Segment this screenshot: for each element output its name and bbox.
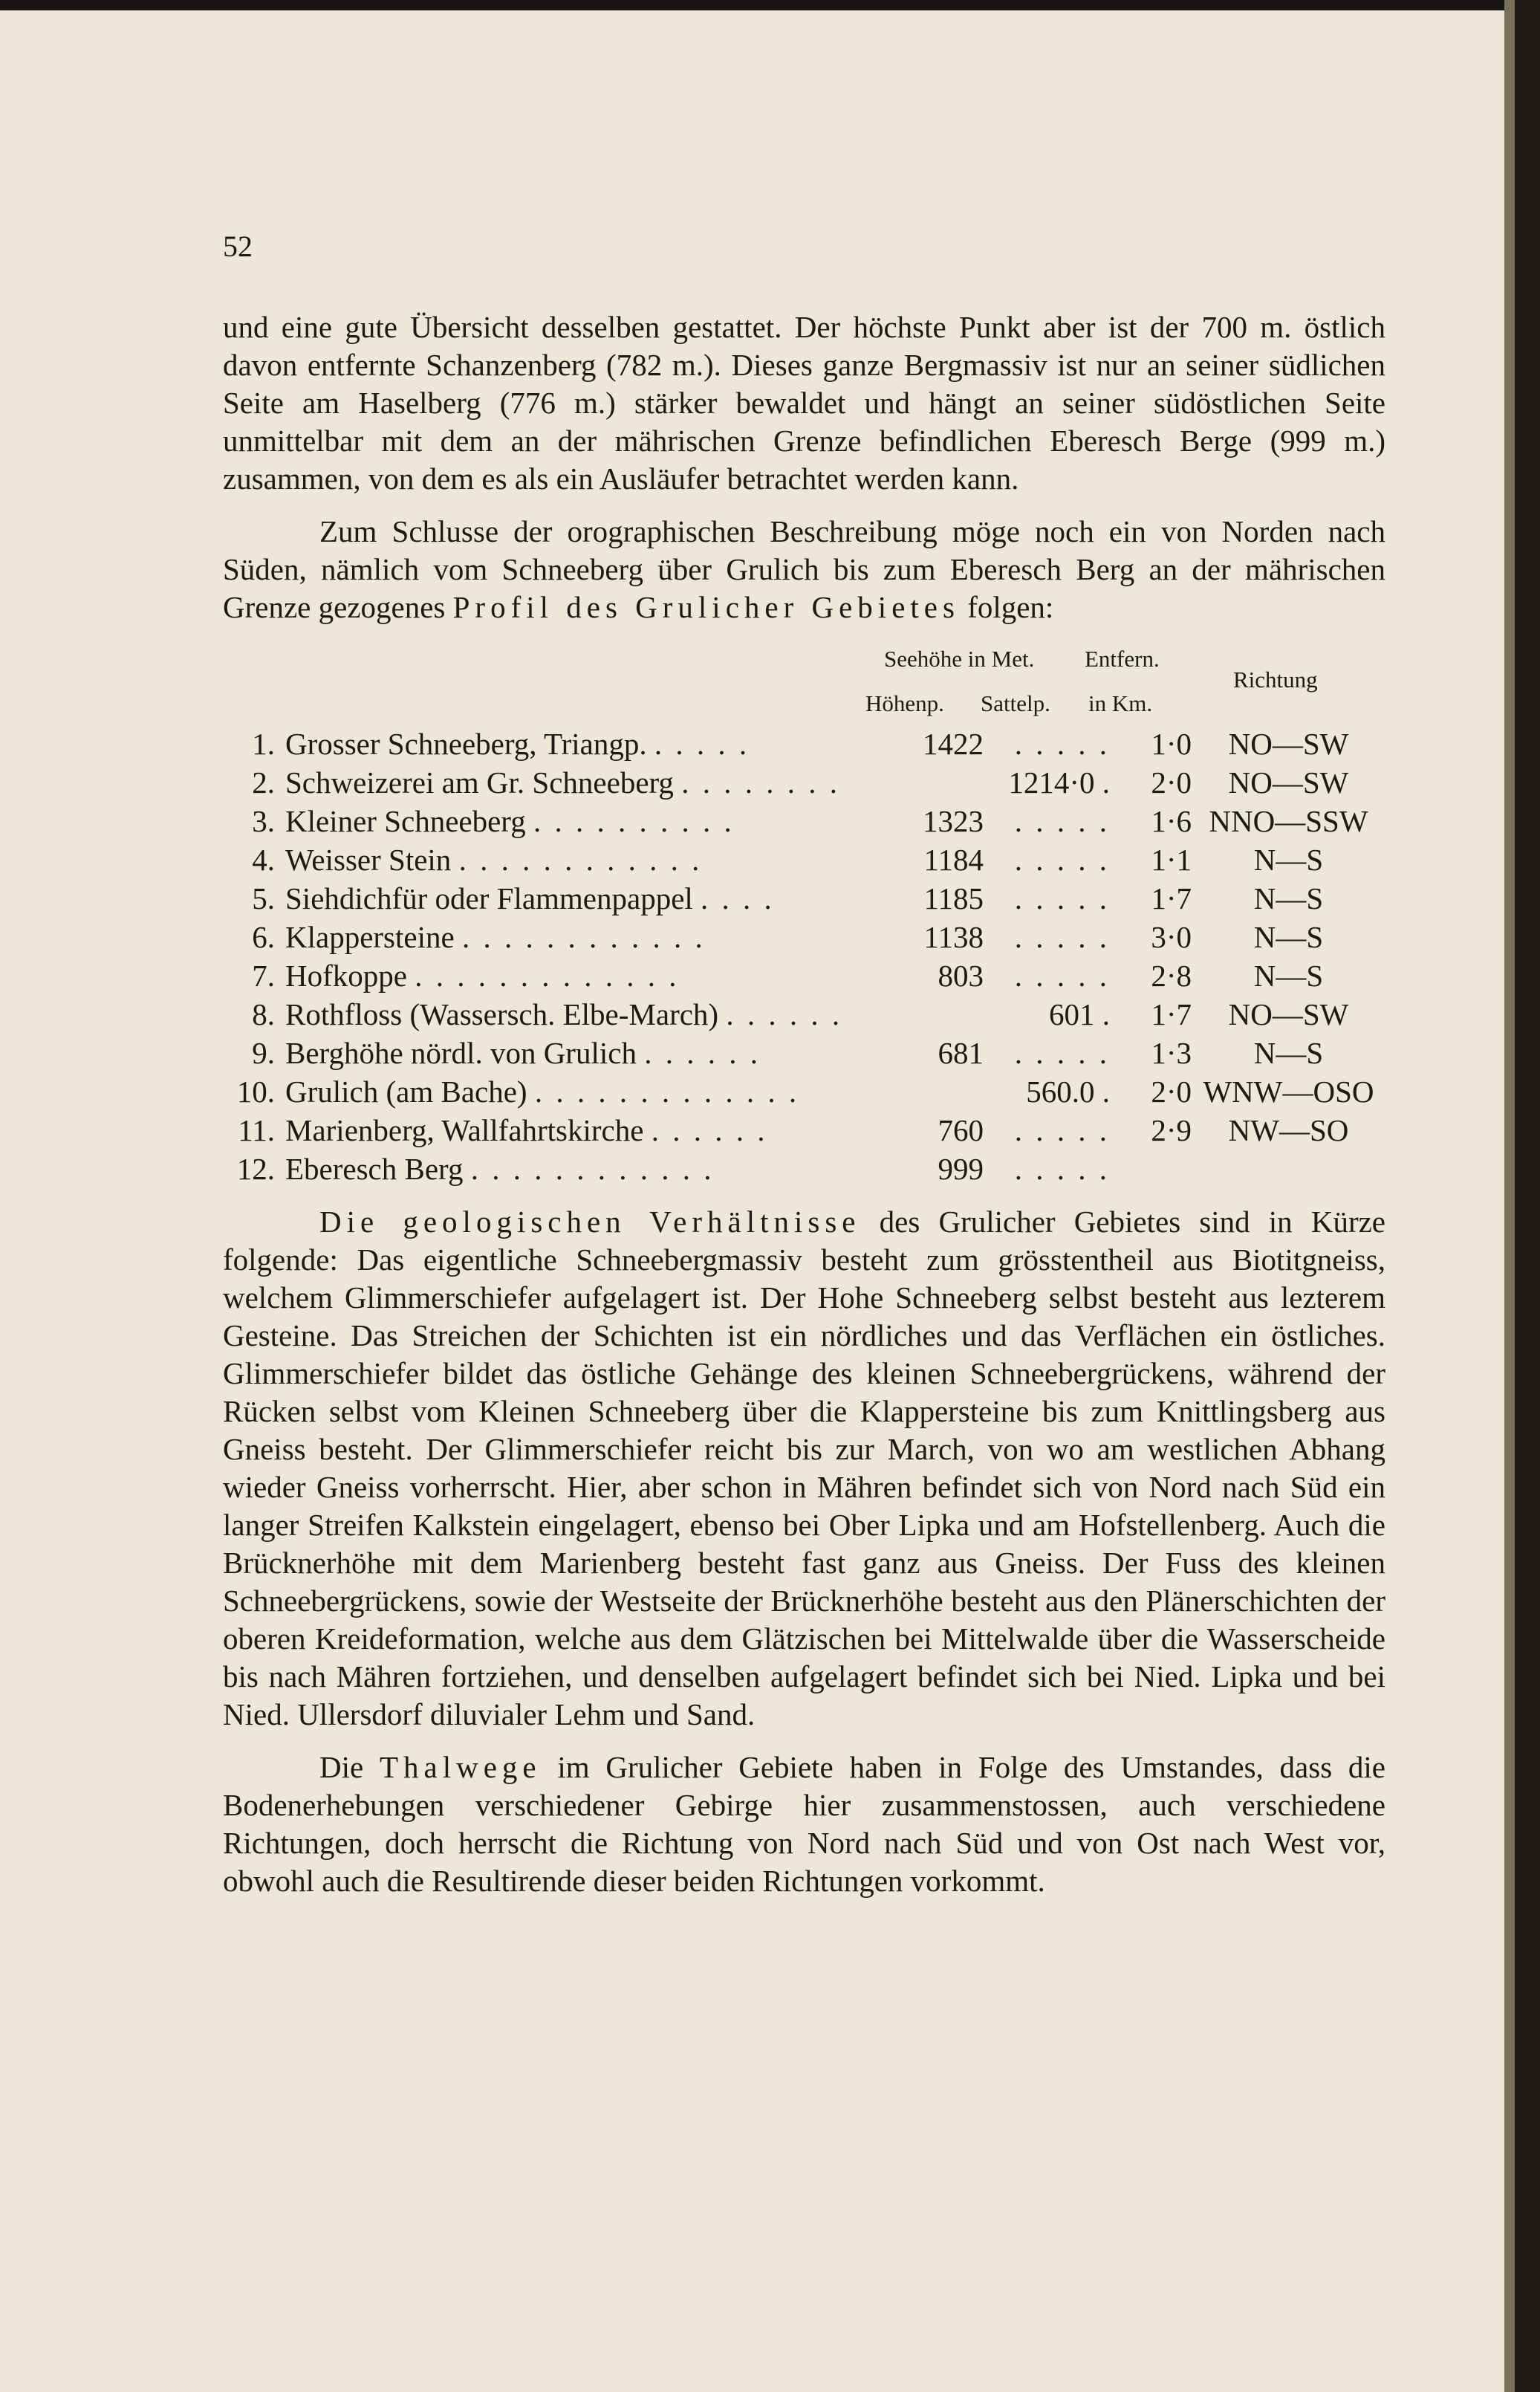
row-mid-dots: . . . . . — [1014, 919, 1110, 954]
row-hoehe: 1184 — [923, 842, 984, 877]
row-richtung: N—S — [1253, 919, 1324, 954]
row-mid-dots: . . . . . — [1014, 1035, 1110, 1070]
header-sattelp: Sattelp. — [981, 690, 1050, 716]
row-entfernung: 3·0 — [1151, 919, 1192, 954]
scan-right-edge — [1515, 0, 1540, 2392]
row-sattel-value: 1214·0 . — [1008, 765, 1110, 800]
row-hoehe: 803 — [938, 958, 984, 993]
row-sattel — [984, 956, 1110, 995]
row-leader-dots: . . . . . . . . . . — [533, 803, 735, 838]
row-number: 9. — [252, 1035, 275, 1070]
row-name — [285, 879, 902, 918]
row-hoehe: 999 — [938, 1151, 984, 1186]
row-leader-dots: . . . . . . — [651, 1112, 768, 1147]
row-mid-dots: . . . . . — [1014, 803, 1110, 838]
row-name — [285, 1150, 902, 1188]
row-sattel — [984, 1111, 1110, 1150]
row-richtung: N—S — [1253, 1035, 1324, 1070]
row-sattel — [984, 840, 1110, 879]
row-hoehe: 760 — [938, 1112, 984, 1147]
row-richtung — [1192, 1150, 1385, 1188]
row-name — [285, 1111, 902, 1150]
paragraph-geology — [223, 1203, 1385, 1734]
row-number: 10. — [236, 1074, 275, 1109]
thalwege-title-spaced: Thalwege — [379, 1750, 542, 1784]
row-entfernung: 2·0 — [1151, 1074, 1192, 1109]
table-row — [223, 725, 1385, 763]
table-row — [223, 879, 1385, 918]
row-entfernung: 2·0 — [1151, 765, 1192, 800]
table-row — [223, 956, 1385, 995]
row-number: 1. — [252, 726, 275, 761]
table-header — [223, 635, 1385, 725]
row-sattel — [984, 1150, 1110, 1188]
profile-table — [223, 725, 1385, 1188]
header-entfern: Entfern. — [1085, 646, 1160, 672]
row-number: 4. — [252, 842, 275, 877]
header-seehoehe: Seehöhe in Met. — [884, 646, 1035, 672]
geology-text: des Grulicher Gebietes sind in Kürze folgende: Das eigentliche Schneebergmassiv besteht zum grösstentheil aus Biotitgneiss, welchem Glimmerschiefer aufgelagert ist. Der Hohe Schneeberg selbst besteht aus lezterem Gesteine. Das Streichen der Schichten ist ein nördliches und das Verflächen ein östliches. Glimmerschiefer bildet das östliche Gehänge des kleinen Schneebergrückens, während der Rücken selbst vom Kleinen Schneeberg über die Klappersteine bis zum Knittlingsberg aus Gneiss besteht. Der Glimmerschiefer reicht bis zur March, von wo am westlichen Abhang wieder Gneiss vorherrscht. Hier, aber schon in Mähren befindet sich von Nord nach Süd ein langer Streifen Kalkstein eingelagert, ebenso bei Ober Lipka und am Hofstellenberg. Auch die Brücknerhöhe mit dem Marienberg besteht fast ganz aus Gneiss. Der Fuss des kleinen Schneebergrückens, sowie der Westseite der Brücknerhöhe besteht aus den Plänerschichten der oberen Kreideformation, welche aus dem Glätzischen bei Mittelwalde über die Wasserscheide bis nach Mähren fortziehen, und denselben aufgelagert befindet sich bei Nied. Lipka und bei Nied. Ullersdorf diluvialer Lehm und Sand. — [223, 1205, 1385, 1731]
row-name — [285, 918, 902, 956]
table-row — [223, 1072, 1385, 1111]
header-richtung: Richtung — [1233, 667, 1318, 693]
row-number: 2. — [252, 765, 275, 800]
row-name-text: Berghöhe nördl. von Grulich — [285, 1035, 637, 1070]
table-row — [223, 763, 1385, 802]
row-sattel — [984, 802, 1110, 840]
table-row — [223, 918, 1385, 956]
row-entfernung: 1·7 — [1151, 996, 1192, 1031]
row-entfernung — [1110, 1150, 1192, 1188]
page-number: 52 — [223, 230, 253, 263]
row-name-text: Grulich (am Bache) — [285, 1074, 527, 1109]
profile-intro-end: folgen: — [959, 590, 1054, 624]
row-leader-dots: . . . . . . — [644, 1035, 761, 1070]
row-sattel — [984, 1072, 1110, 1111]
row-name — [285, 725, 902, 763]
row-name-text: Schweizerei am Gr. Schneeberg — [285, 765, 674, 800]
row-leader-dots: . . . . . — [654, 726, 750, 761]
row-hoehe — [902, 995, 984, 1034]
row-sattel — [984, 1034, 1110, 1072]
header-in-km: in Km. — [1088, 690, 1153, 716]
row-mid-dots: . . . . . — [1014, 726, 1110, 761]
row-leader-dots: . . . . . . . . . . . . . — [534, 1074, 800, 1109]
row-hoehe: 1138 — [923, 919, 984, 954]
row-mid-dots: . . . . . — [1014, 881, 1110, 915]
row-name-text: Eberesch Berg — [285, 1151, 464, 1186]
row-number: 5. — [252, 881, 275, 915]
row-entfernung: 1·1 — [1151, 842, 1192, 877]
row-leader-dots: . . . . . . . . . . . . — [470, 1151, 715, 1186]
row-sattel — [984, 918, 1110, 956]
paragraph-profile-intro — [223, 513, 1385, 626]
table-row — [223, 802, 1385, 840]
row-mid-dots: . . . . . — [1014, 842, 1110, 877]
page-body — [223, 223, 1385, 1900]
table-row — [223, 995, 1385, 1034]
paragraph-thalwege — [223, 1748, 1385, 1900]
row-name-text: Grosser Schneeberg, Triangp. — [285, 726, 647, 761]
row-sattel-value: 601 . — [1049, 996, 1110, 1031]
table-row — [223, 840, 1385, 879]
table-row — [223, 1034, 1385, 1072]
row-richtung: NNO—SSW — [1209, 803, 1368, 838]
row-hoehe: 1323 — [923, 803, 984, 838]
row-number: 3. — [252, 803, 275, 838]
row-name-text: Klappersteine — [285, 919, 455, 954]
profile-title-spaced: Profil des Grulicher Gebietes — [452, 590, 960, 624]
row-entfernung: 1·7 — [1151, 881, 1192, 915]
row-leader-dots: . . . . — [701, 881, 775, 915]
row-richtung: N—S — [1253, 842, 1324, 877]
row-number: 8. — [252, 996, 275, 1031]
row-leader-dots: . . . . . . . . — [681, 765, 840, 800]
row-name — [285, 840, 902, 879]
row-richtung: NO—SW — [1228, 726, 1349, 761]
row-hoehe: 1185 — [923, 881, 984, 915]
row-richtung: NW—SO — [1228, 1112, 1349, 1147]
row-entfernung: 2·9 — [1151, 1112, 1192, 1147]
thalwege-text: im Grulicher Gebiete haben in Folge des Umstandes, dass die Bodenerhebungen verschiedener Gebirge hier zusammenstossen, auch verschiedene Richtungen, doch herrscht die Richtung von Nord nach Süd und von Ost nach West vor, obwohl auch die Resultirende dieser beiden Richtungen vorkommt. — [223, 1750, 1386, 1898]
row-entfernung: 1·6 — [1151, 803, 1192, 838]
row-sattel — [984, 995, 1110, 1034]
row-sattel — [984, 763, 1110, 802]
header-hoehenp: Höhenp. — [865, 690, 944, 716]
scan-binding-shadow — [1504, 0, 1515, 2392]
row-leader-dots: . . . . . . . . . . . . — [461, 919, 706, 954]
row-hoehe — [902, 763, 984, 802]
row-richtung: WNW—OSO — [1203, 1074, 1374, 1109]
profile-intro-text: Zum Schlusse der orographischen Beschreibung möge noch ein von Norden nach Süden, nämlich vom Schneeberg über Grulich bis zum Eberesch Berg an der mährischen Grenze gezogenes — [223, 514, 1385, 624]
table-row — [223, 1111, 1385, 1150]
row-entfernung: 1·3 — [1151, 1035, 1192, 1070]
thalwege-prefix: Die — [319, 1750, 380, 1784]
row-name — [285, 802, 902, 840]
row-name — [285, 995, 902, 1034]
row-hoehe: 1422 — [923, 726, 984, 761]
row-richtung: NO—SW — [1228, 996, 1349, 1031]
row-richtung: N—S — [1253, 881, 1324, 915]
row-number: 7. — [252, 958, 275, 993]
row-number: 12. — [236, 1151, 275, 1186]
geology-title-spaced: Die geologischen Verhältnisse — [319, 1205, 861, 1239]
row-hoehe — [902, 1072, 984, 1111]
row-number: 11. — [238, 1112, 275, 1147]
row-hoehe: 681 — [938, 1035, 984, 1070]
row-name-text: Siehdichfür oder Flammenpappel — [285, 881, 693, 915]
row-name — [285, 1034, 902, 1072]
row-entfernung: 1·0 — [1151, 726, 1192, 761]
row-sattel-value: 560.0 . — [1026, 1074, 1110, 1109]
row-sattel — [984, 725, 1110, 763]
row-sattel — [984, 879, 1110, 918]
row-richtung: N—S — [1253, 958, 1324, 993]
row-name-text: Kleiner Schneeberg — [285, 803, 526, 838]
row-entfernung: 2·8 — [1151, 958, 1192, 993]
row-mid-dots: . . . . . — [1014, 958, 1110, 993]
row-name-text: Weisser Stein — [285, 842, 452, 877]
row-name — [285, 1072, 902, 1111]
row-mid-dots: . . . . . — [1014, 1151, 1110, 1186]
row-leader-dots: . . . . . . — [726, 996, 843, 1031]
row-mid-dots: . . . . . — [1014, 1112, 1110, 1147]
row-leader-dots: . . . . . . . . . . . . . — [415, 958, 680, 993]
table-row — [223, 1150, 1385, 1188]
row-name-text: Marienberg, Wallfahrtskirche — [285, 1112, 644, 1147]
row-richtung: NO—SW — [1228, 765, 1349, 800]
row-name — [285, 763, 902, 802]
scan-top-edge — [0, 0, 1540, 10]
row-leader-dots: . . . . . . . . . . . . — [458, 842, 703, 877]
row-name — [285, 956, 902, 995]
paragraph-intro: und eine gute Übersicht desselben gestattet. Der höchste Punkt aber ist der 700 m. östlich davon entfernte Schanzenberg (782 m.). Dieses ganze Bergmassiv ist nur an seiner südlichen Seite am Haselberg (776 m.) stärker bewaldet und hängt an seiner südöstlichen Seite unmittelbar mit dem an der mährischen Grenze befindlichen Eberesch Berge (999 m.) zusammen, von dem es als ein Ausläufer betrachtet werden kann. — [223, 310, 1385, 496]
row-name-text: Hofkoppe — [285, 958, 407, 993]
row-number: 6. — [252, 919, 275, 954]
row-name-text: Rothfloss (Wassersch. Elbe-March) — [285, 996, 719, 1031]
